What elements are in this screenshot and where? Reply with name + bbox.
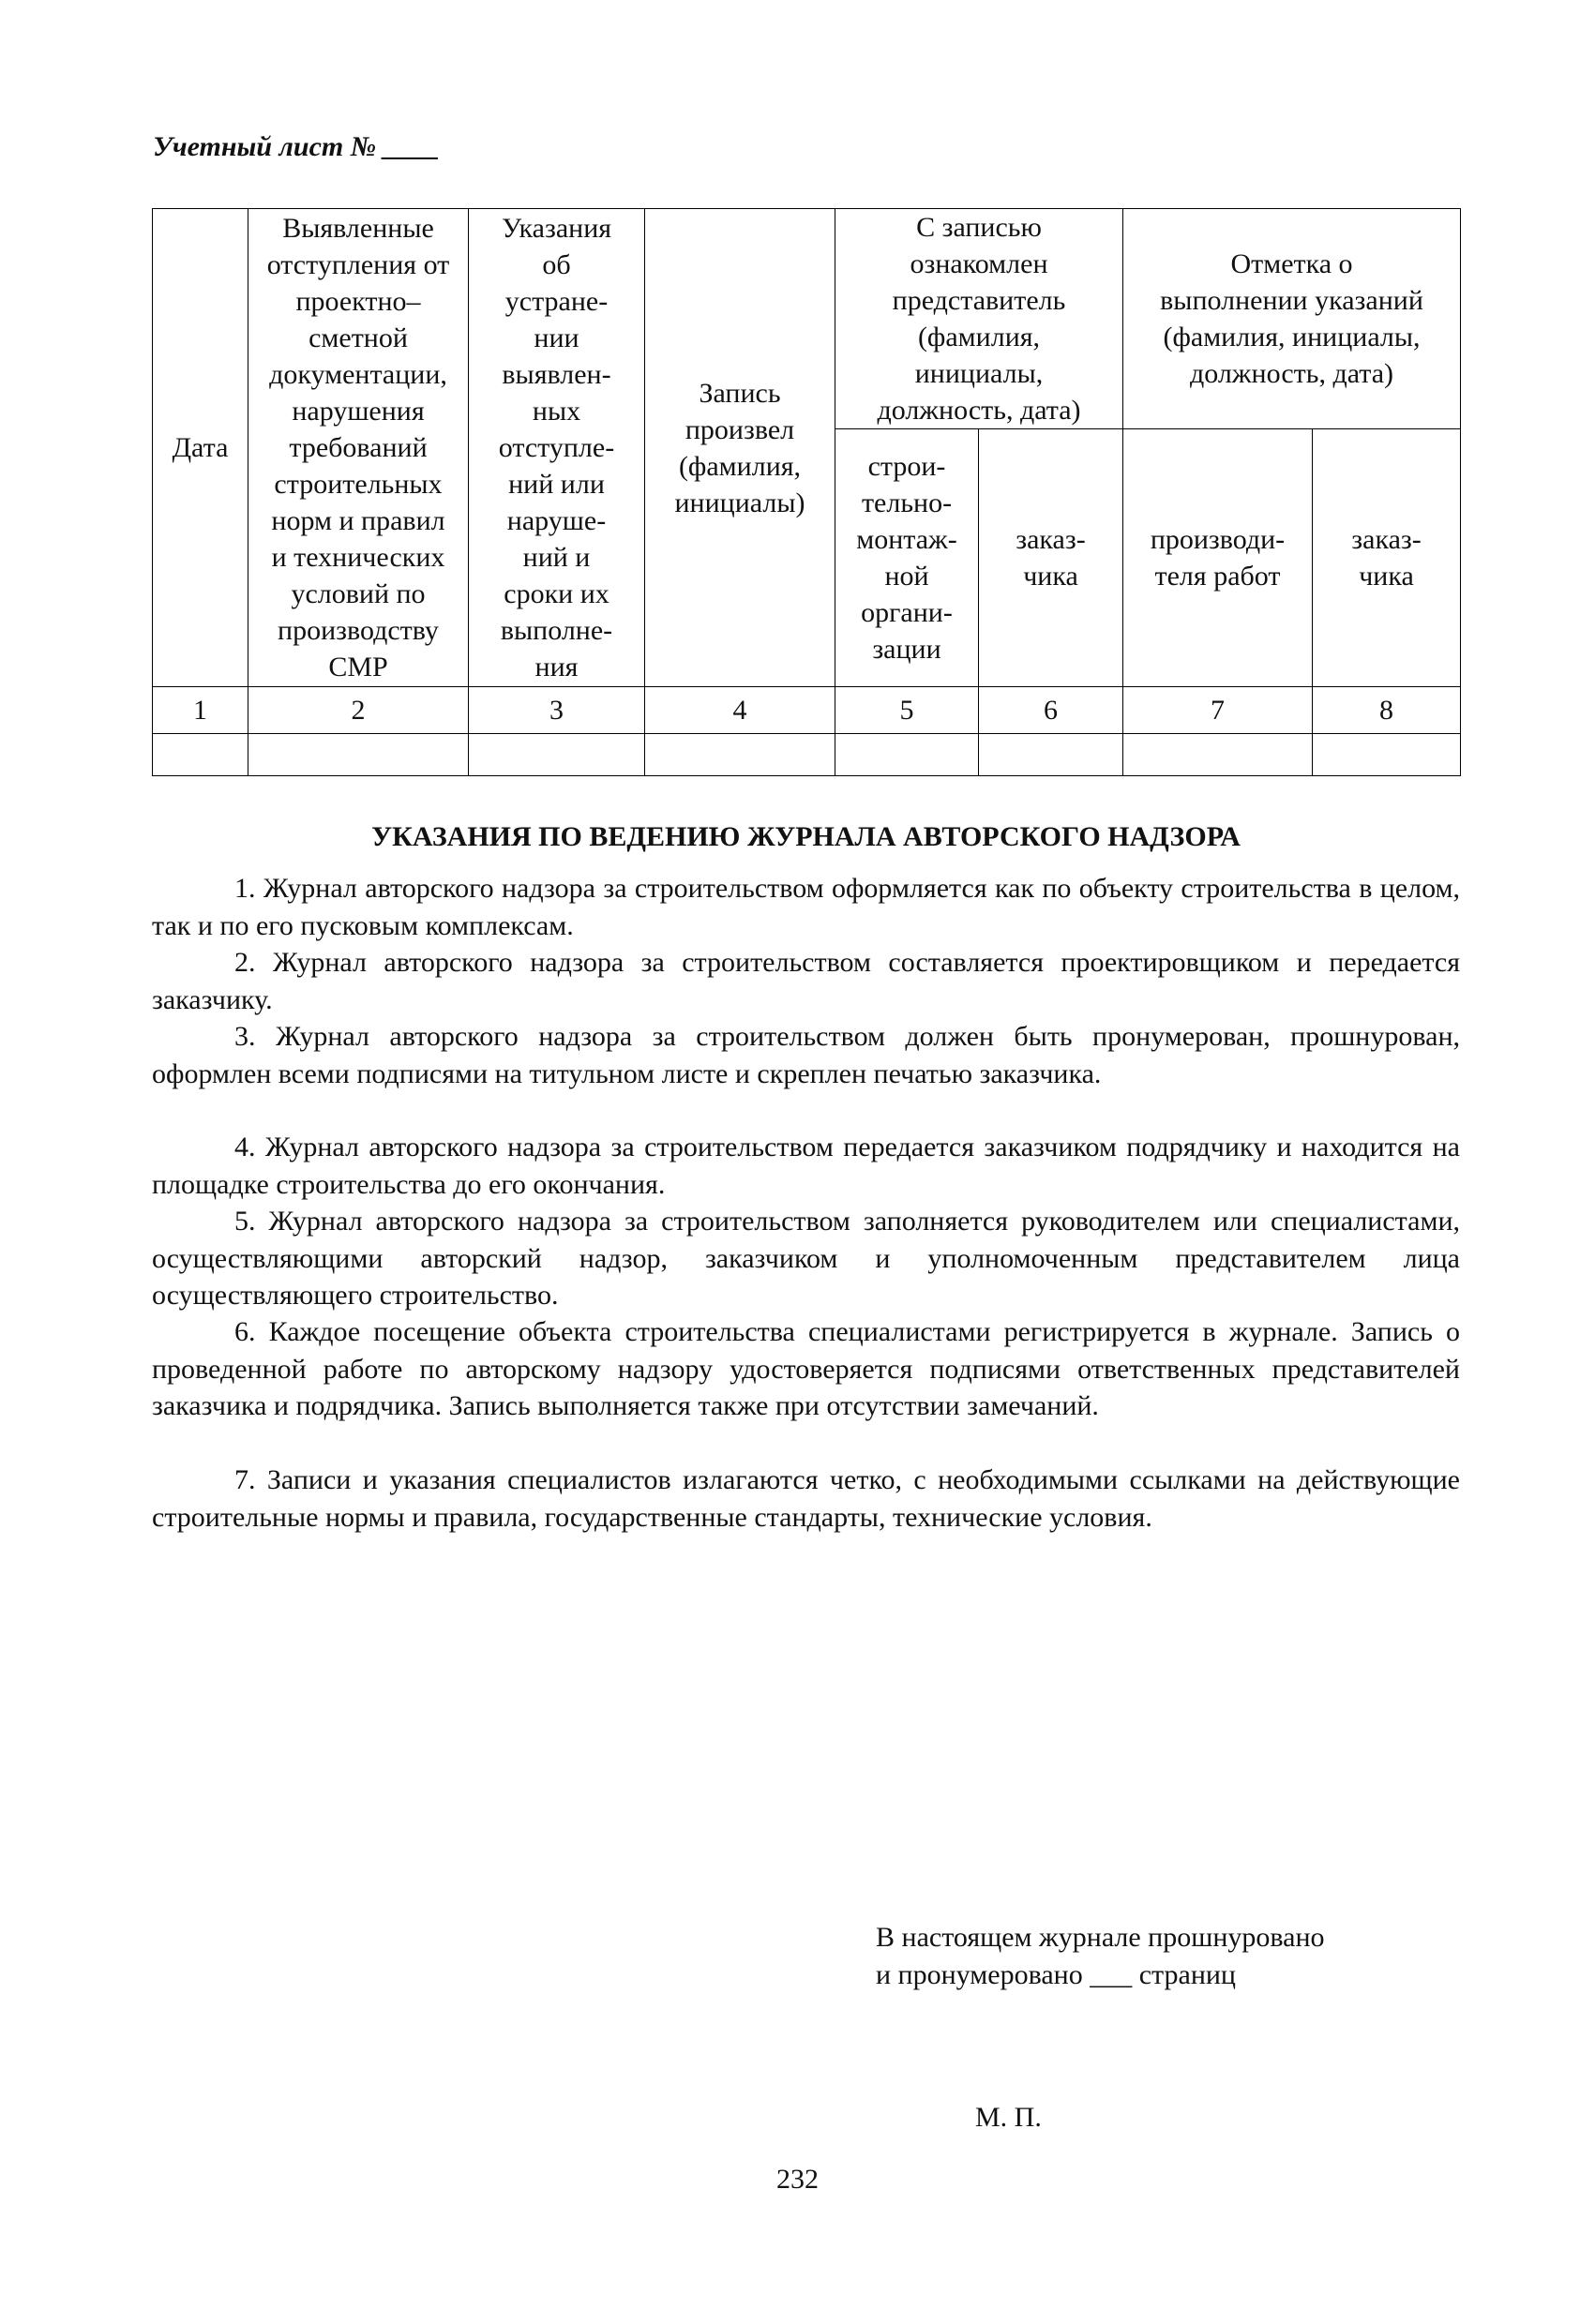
empty-cell [153,734,248,776]
column-number: 4 [645,687,835,734]
header-row-top [153,209,1461,429]
instruction-paragraph: 7. Записи и указания специалистов излагаются четко, с необходимыми ссылками на действующие строительные нормы и правила, государственные стандарты, технические условия. [152,1464,1460,1533]
header-comp-customer: заказ- чика [1313,429,1461,687]
instruction-paragraph: 4. Журнал авторского надзора за строительством передается заказчиком подрядчику и находится на площадке строительства до его окончания. [152,1132,1460,1200]
empty-cell [469,734,645,776]
header-comp-works: производи- теля работ [1123,429,1313,687]
header-acq-contractor: строи- тельно- монтаж- ной органи- зации [835,429,979,687]
instruction-paragraph: 3. Журнал авторского надзора за строительством должен быть пронумерован, прошнурован, оформлен всеми подписями на титульном листе и скреплен печатью заказчика. [152,1021,1460,1089]
column-number: 3 [469,687,645,734]
sheet-title: Учетный лист № ____ [153,131,440,162]
empty-cell [645,734,835,776]
binding-note: В настоящем журнале прошнуровано и пронумеровано ___ страниц [876,1922,1325,1990]
empty-entry-row [153,734,1461,776]
header-instructions: Указания об устране- нии выявлен- ных отступле- ний или наруше- ний и сроки их выполне- ния [469,209,645,687]
page-number: 232 [776,2164,819,2195]
instruction-paragraph: 1. Журнал авторского надзора за строительством оформляется как по объекту строительства в целом, так и по его пусковым комплексам. [152,873,1460,941]
empty-cell [1123,734,1313,776]
empty-cell [835,734,979,776]
instruction-paragraph: 5. Журнал авторского надзора за строительством заполняется руководителем или специалистами, осуществляющими авторский надзор, заказчиком и уполномоченным представителем лица осуществляющего строительство. [152,1206,1460,1311]
column-number: 8 [1313,687,1461,734]
empty-cell [248,734,469,776]
header-acq-customer: заказ- чика [979,429,1123,687]
header-date: Дата [153,209,248,687]
accounting-table [152,208,1461,776]
section-heading: УКАЗАНИЯ ПО ВЕДЕНИЮ ЖУРНАЛА АВТОРСКОГО НАДЗОРА [371,821,1241,852]
header-deviations: Выявленные отступления от проектно– сметной документации, нарушения требований строительных норм и правил и технических условий по производству СМР [248,209,469,687]
column-number: 2 [248,687,469,734]
column-number: 6 [979,687,1123,734]
empty-cell [1313,734,1461,776]
stamp-placeholder: М. П. [975,2102,1042,2133]
column-number: 1 [153,687,248,734]
header-acquainted: С записью ознакомлен представитель (фамилия, инициалы, должность, дата) [835,209,1123,429]
header-record-by: Запись произвел (фамилия, инициалы) [645,209,835,687]
column-number: 5 [835,687,979,734]
instruction-paragraph: 6. Каждое посещение объекта строительства специалистами регистрируется в журнале. Запись о проведенной работе по авторскому надзору удостоверяется подписями ответственных представителей заказчика и подрядчика. Запись выполняется также при отсутствии замечаний. [152,1316,1460,1421]
column-number-row [153,687,1461,734]
empty-cell [979,734,1123,776]
instruction-paragraph: 2. Журнал авторского надзора за строительством составляется проектировщиком и передается заказчику. [152,947,1460,1015]
column-number: 7 [1123,687,1313,734]
header-completion: Отметка о выполнении указаний (фамилия, инициалы, должность, дата) [1123,209,1461,429]
